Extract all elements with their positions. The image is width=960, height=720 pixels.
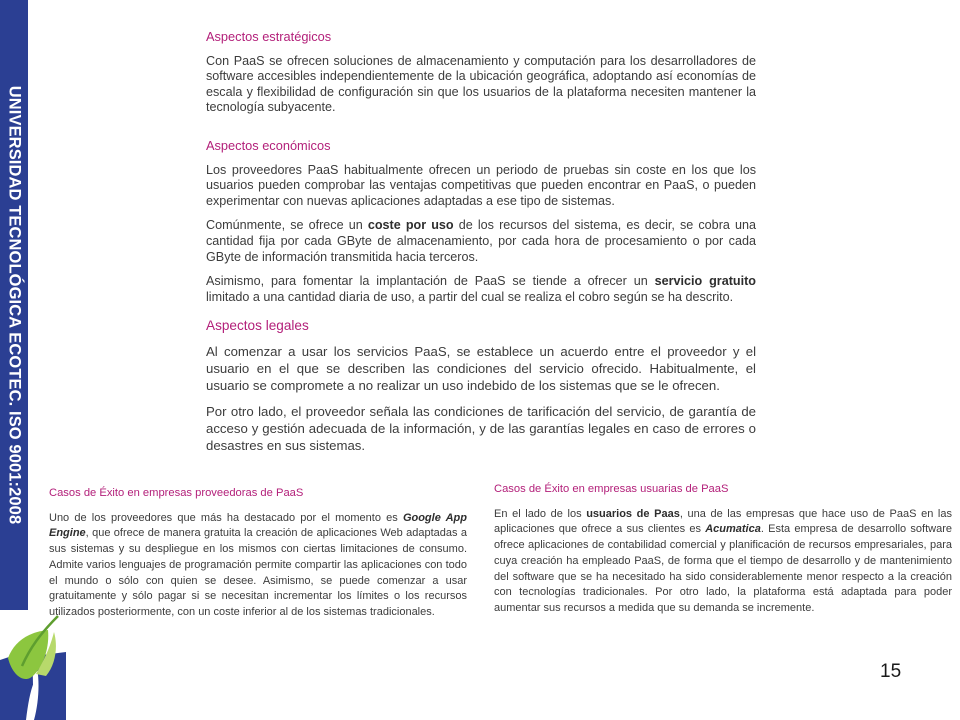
text-run: . Esta empresa de desarrollo software ofrece aplicaciones de contabilidad comercial y planificación de recursos empresariales, para cuya creación ha empleado PaaS, de forma que el tiempo de desarrollo y de mantenimiento del software que se ha necesitado ha sido considerablemente menor respecto a la creación con tecnologías tradicionales. Por otro lado, la plataforma está adaptada para poder aumentar sus recursos a medida que su demanda se incremente. — [494, 523, 952, 614]
university-logo-icon — [0, 612, 66, 720]
section-aspectos-economicos — [206, 138, 756, 314]
page-number: 15 — [880, 661, 902, 682]
text-run: , que ofrece de manera gratuita la creación de aplicaciones Web adaptadas a sus sistemas y su despliegue en los mismos con ciertas limitaciones de consumo. Admite varios lenguajes de programación permite compartir las aplicaciones con todo el mundo o sólo con quien se desee. Asimismo, se puede comenzar a usar gratuitamente y sólo pagar si se necesitan incrementar los límites o los recursos utilizados posteriormente, con un coste inferior al de los sistemas tradicionales. — [49, 527, 467, 618]
bold-term: usuarios de Paas — [586, 507, 680, 520]
university-banner-text: UNIVERSIDAD TECNOLÓGICA ECOTEC. ISO 9001:2008 — [5, 85, 24, 525]
paragraph: Los proveedores PaaS habitualmente ofrecen un periodo de pruebas sin coste en los que los usuarios pueden comprobar las ventajas competitivas que pueden encontrar en PaaS, o pueden experimentar con nuevas aplicaciones adaptadas a ese tipo de sistemas. — [206, 162, 756, 208]
bold-term: Google App Engine — [49, 511, 467, 540]
text-run: Asimismo, para fomentar la implantación de PaaS se tiende a ofrecer un — [206, 274, 655, 289]
paragraph — [206, 274, 756, 305]
paragraph: Al comenzar a usar los servicios PaaS, se establece un acuerdo entre el proveedor y el usuario en el que se describen las condiciones del servicio ofrecido. Habitualmente, el usuario se compromete a no realizar un uso indebido de los sistemas que se le ofrecen. — [206, 343, 756, 393]
paragraph — [206, 218, 756, 265]
paragraph: Por otro lado, el proveedor señala las condiciones de tarificación del servicio, de garantía de acceso y gestión adecuada de la información, y de las garantías legales en caso de errores o desastres en sus sistemas. — [206, 403, 756, 453]
text-run: de los recursos del sistema, es decir, se cobra una cantidad fija por cada GByte de almacenamiento, por cada hora de procesamiento o por cada GByte de información transmitida hacia terceros. — [206, 218, 757, 264]
section-heading: Aspectos estratégicos — [206, 29, 332, 44]
section-aspectos-legales — [206, 318, 756, 463]
section-heading: Casos de Éxito en empresas proveedoras de PaaS — [49, 487, 304, 499]
bold-term: coste por uso — [367, 218, 454, 233]
section-aspectos-estrategicos — [206, 29, 756, 125]
section-heading: Aspectos económicos — [206, 138, 331, 153]
text-run: , una de las empresas que hace uso de PaaS en las aplicaciones que ofrece a sus clientes es — [494, 507, 952, 536]
paragraph — [49, 511, 467, 621]
text-run: En el lado de los — [494, 507, 587, 520]
section-casos-proveedoras — [49, 486, 467, 621]
section-heading: Casos de Éxito en empresas usuarias de PaaS — [494, 483, 729, 495]
section-casos-usuarias — [494, 482, 952, 617]
text-run: limitado a una cantidad diaria de uso, a partir del cual se realiza el cobro según se ha descrito. — [206, 289, 734, 304]
paragraph: Con PaaS se ofrecen soluciones de almacenamiento y computación para los desarrolladores de software accesibles independientemente de la ubicación geográfica, adoptando así economías de escala y flexibilidad de configuración sin que los usuarios de la plataforma necesiten mantener la tecnología subyacente. — [206, 53, 756, 115]
university-side-banner — [0, 0, 28, 610]
text-run: Comúnmente, se ofrece un — [206, 218, 368, 233]
text-run: Uno de los proveedores que más ha destacado por el momento es — [49, 511, 403, 524]
section-heading: Aspectos legales — [206, 318, 309, 333]
paragraph — [494, 507, 952, 617]
bold-term: servicio gratuito — [654, 274, 756, 289]
bold-term: Acumatica — [705, 523, 761, 536]
